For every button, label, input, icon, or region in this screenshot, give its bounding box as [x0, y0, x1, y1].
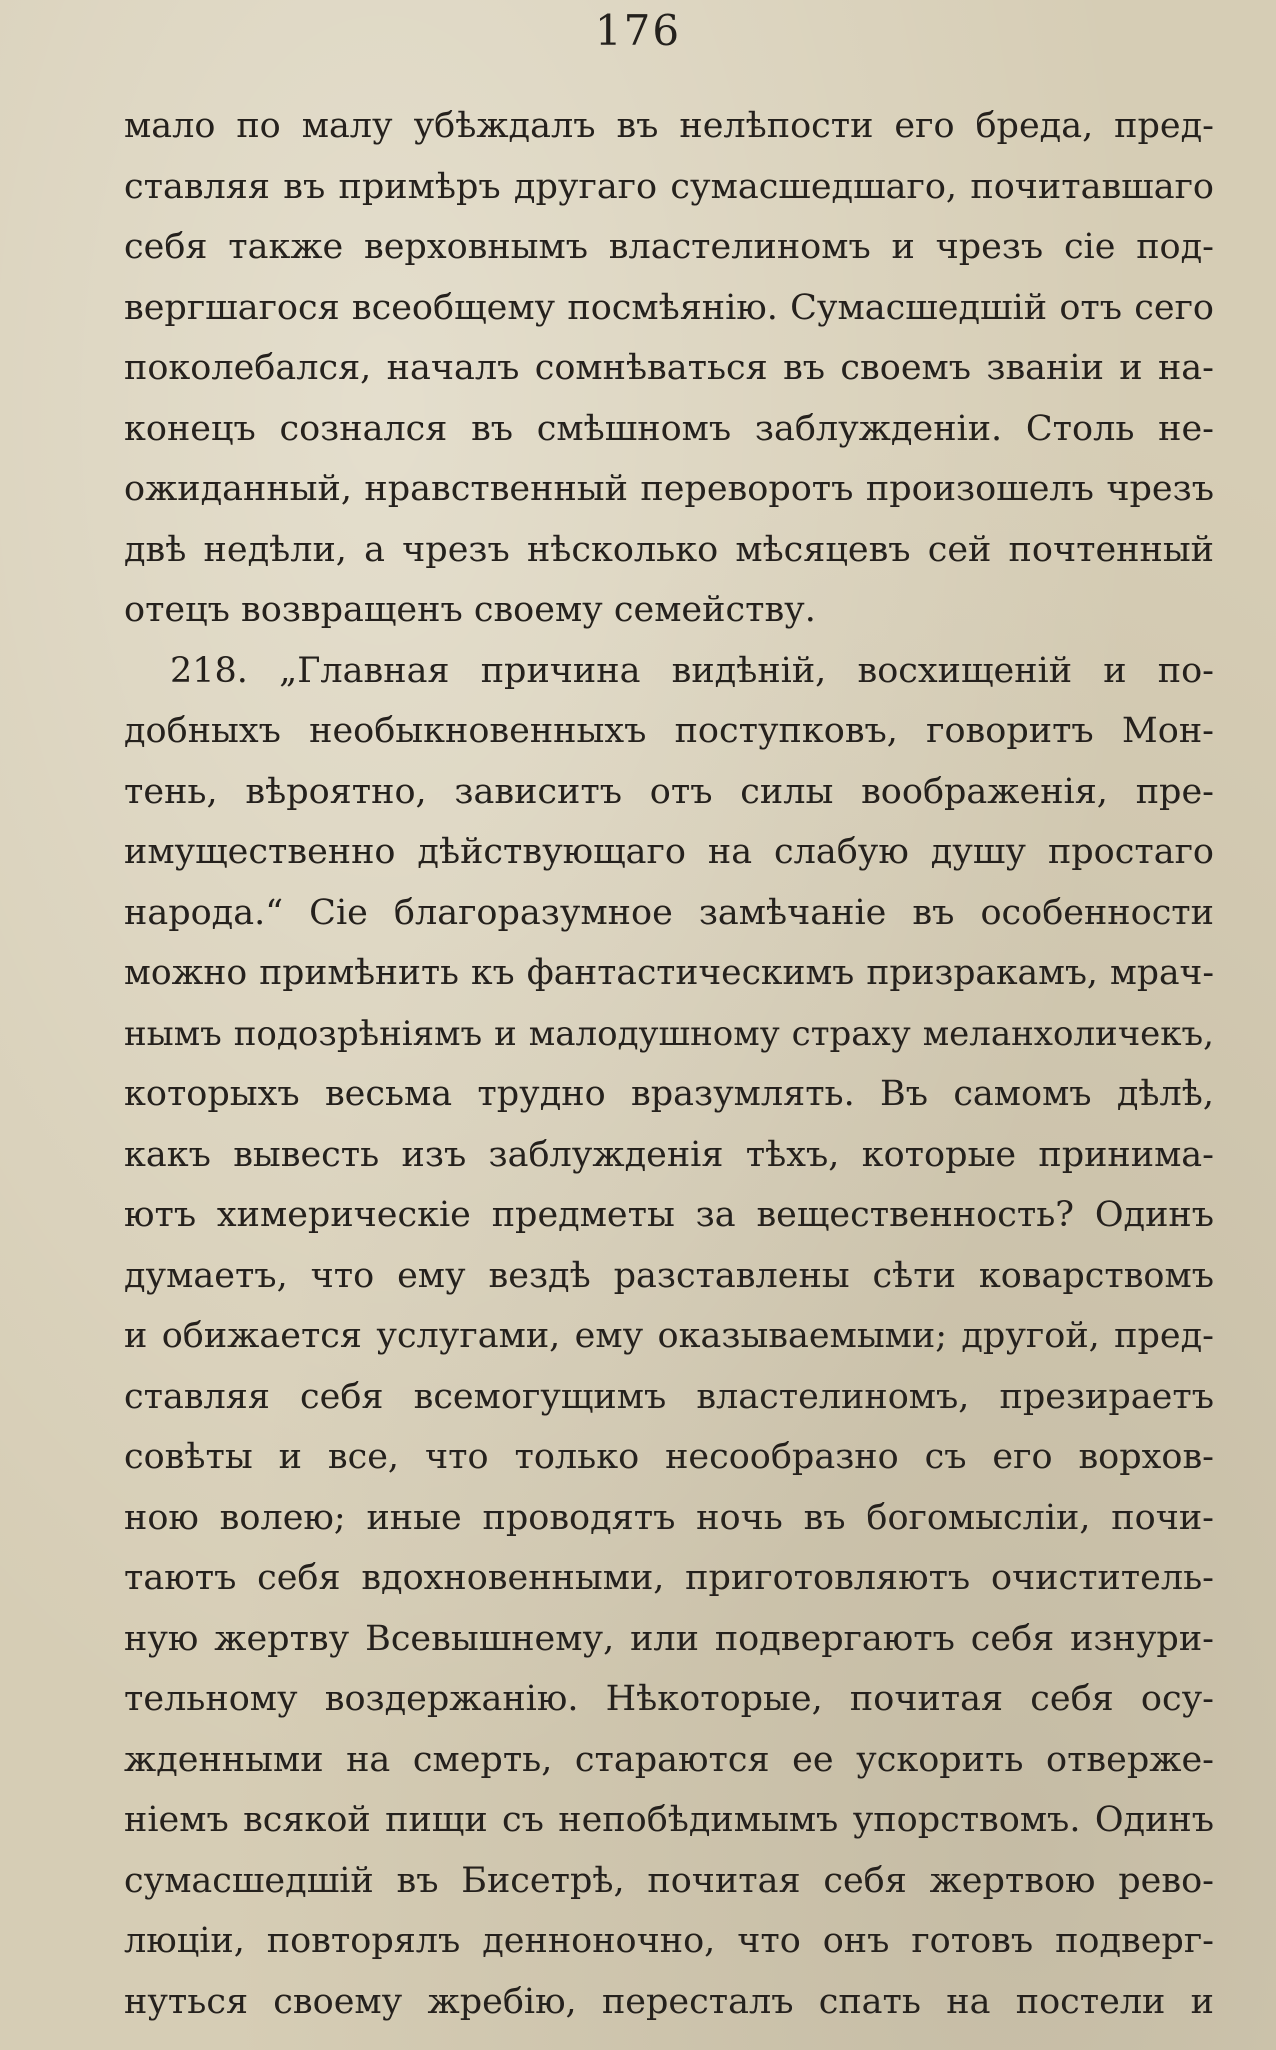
text-line: жденными на смерть, стараются ее ускорить отверже- [124, 1739, 1214, 1780]
text-line: которыхъ весьма трудно вразумлять. Въ самомъ дѣлѣ, [124, 1074, 1214, 1114]
text-line: люціи, повторялъ денноночно, что онъ готовъ подверг- [124, 1921, 1214, 1961]
section-218-first-line: 218. „Главная причина видѣній, восхищеній и по- [170, 650, 1214, 691]
text-line: нымъ подозрѣніямъ и малодушному страху меланхоличекъ, [124, 1013, 1214, 1054]
text-line: совѣты и все, что только несообразно съ его ворхов- [124, 1437, 1214, 1477]
text-line: добныхъ необыкновенныхъ поступковъ, говоритъ Мон- [124, 711, 1214, 751]
text-line: ставляя себя всемогущимъ властелиномъ, презираетъ [124, 1376, 1214, 1417]
text-line: имущественно дѣйствующаго на слабую душу простаго [124, 832, 1214, 872]
text-line: поколебался, началъ сомнѣваться въ своемъ званіи и на- [124, 348, 1214, 388]
text-line: конецъ сознался въ смѣшномъ заблужденіи. Столь не- [124, 408, 1214, 449]
text-line: мало по малу убѣждалъ въ нелѣпости его бреда, пред- [124, 106, 1214, 146]
text-line: ніемъ всякой пищи съ непобѣдимымъ упорствомъ. Одинъ [124, 1800, 1214, 1840]
text-line: ною волею; иные проводятъ ночь въ богомысліи, почи- [124, 1497, 1214, 1538]
text-line: ожиданный, нравственный переворотъ произошелъ чрезъ [124, 469, 1214, 509]
text-line: таютъ себя вдохновенными, приготовляютъ очиститель- [124, 1558, 1214, 1598]
text-line: и обижается услугами, ему оказываемыми; другой, пред- [124, 1316, 1214, 1356]
text-line: можно примѣнить къ фантастическимъ призракамъ, мрач- [124, 953, 1214, 993]
body-text [124, 96, 1214, 2032]
text-line: сумасшедшій въ Бисетрѣ, почитая себя жертвою рево- [124, 1860, 1214, 1901]
text-line: ную жертву Всевышнему, или подвергаютъ себя изнури- [124, 1618, 1214, 1659]
text-line: нуться своему жребію, пересталъ спать на постели и [124, 1981, 1214, 2022]
text-line: народа.“ Сіе благоразумное замѣчаніе въ особенности [124, 892, 1214, 933]
text-line: думаетъ, что ему вездѣ разставлены сѣти коварствомъ [124, 1255, 1214, 1296]
text-line: ютъ химерическіе предметы за вещественность? Одинъ [124, 1195, 1214, 1235]
text-line: какъ вывесть изъ заблужденія тѣхъ, которые принима- [124, 1134, 1214, 1175]
page-number: 176 [594, 6, 682, 55]
text-line: тень, вѣроятно, зависитъ отъ силы воображенія, пре- [124, 771, 1214, 812]
paragraph-end-line: отецъ возвращенъ своему семейству. [124, 590, 816, 630]
text-line: двѣ недѣли, а чрезъ нѣсколько мѣсяцевъ сей почтенный [124, 529, 1214, 570]
text-line: себя также верховнымъ властелиномъ и чрезъ сіе под- [124, 227, 1214, 267]
text-line: вергшагося всеобщему посмѣянію. Сумасшедшій отъ сего [124, 287, 1214, 328]
text-line: ставляя въ примѣръ другаго сумасшедшаго, почитавшаго [124, 166, 1214, 207]
text-line: тельному воздержанію. Нѣкоторые, почитая себя осу- [124, 1679, 1214, 1719]
